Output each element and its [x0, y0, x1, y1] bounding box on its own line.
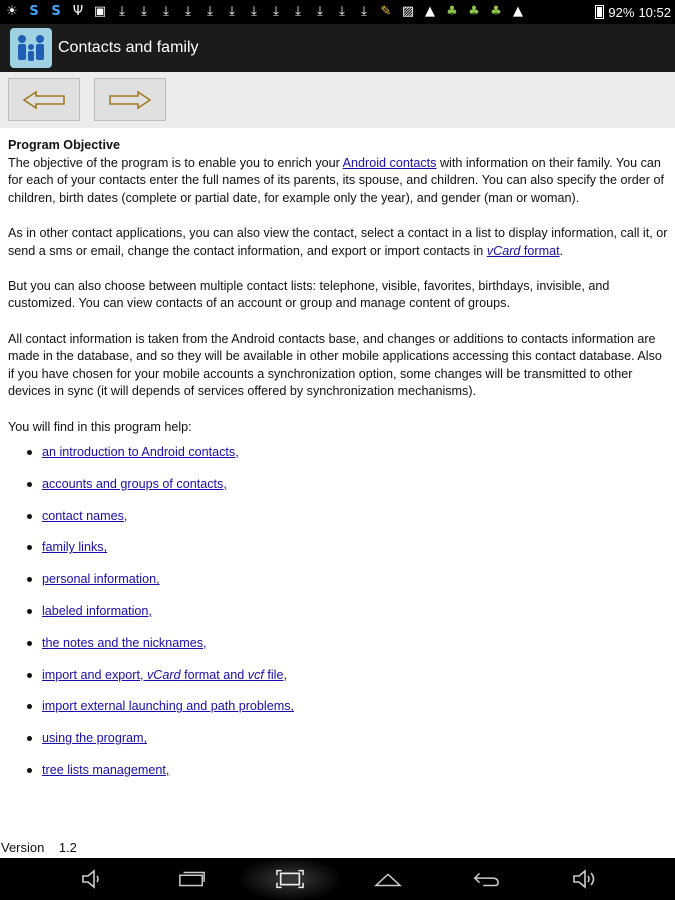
list-item	[8, 762, 668, 794]
screenshot-icon[interactable]	[276, 868, 304, 890]
back-button[interactable]	[8, 78, 80, 121]
usb-icon: Ψ	[72, 4, 84, 19]
link-italic-text: vcf	[247, 667, 264, 682]
toolbar	[0, 72, 675, 128]
list-item	[8, 476, 668, 508]
list-item	[8, 603, 668, 635]
help-link-tree-lists[interactable]: tree lists management	[42, 763, 166, 778]
list-item	[8, 539, 668, 571]
list-item	[8, 730, 668, 762]
link-suffix[interactable]: ,	[223, 476, 227, 491]
list-item	[8, 508, 668, 540]
link-text: format	[520, 243, 560, 258]
text: .	[559, 243, 564, 258]
warning-icon: ▲	[425, 4, 435, 19]
download-icon: ⤓	[361, 4, 367, 19]
download-icon: ⤓	[273, 4, 279, 19]
back-icon[interactable]	[472, 868, 500, 890]
status-right	[595, 5, 671, 20]
text: The objective of the program is to enable you to enrich your	[8, 155, 343, 170]
link-text: import and export,	[42, 667, 147, 682]
clock: 10:52	[638, 4, 671, 20]
paragraph-help-intro: You will find in this program help:	[8, 419, 192, 434]
link-text: format and	[180, 667, 248, 682]
link-italic-text: vCard	[147, 667, 181, 682]
text: with information on their family. You can for each of your contacts enter the full names of its parents, its spouse, and children. You can also specify the order of children, birth dates (complete or partial date, for example only the year), and gender (man or woman).	[8, 155, 664, 205]
left-arrow-icon	[22, 90, 66, 110]
android-icon: ♣	[446, 4, 458, 19]
vcard-format-link[interactable]	[487, 244, 560, 258]
help-content	[8, 137, 668, 794]
download-icon: ⤓	[317, 4, 323, 19]
link-suffix[interactable]: ,	[283, 667, 287, 682]
right-arrow-icon	[108, 90, 152, 110]
status-bar	[0, 0, 675, 24]
list-item	[8, 635, 668, 667]
paragraph-lists: But you can also choose between multiple contact lists: telephone, visible, favorites, birthdays, invisible, and customized. You can view contacts of an account or group and manage content of groups.	[8, 278, 610, 311]
download-icon: ⤓	[295, 4, 301, 19]
warning-icon: ▲	[513, 4, 523, 19]
help-link-using-program[interactable]: using the program	[42, 731, 144, 746]
android-contacts-link[interactable]: Android contacts	[342, 155, 437, 170]
notification-icons	[4, 4, 595, 20]
list-item	[8, 444, 668, 476]
image-icon: ▨	[401, 4, 415, 19]
android-icon: ♣	[468, 4, 480, 19]
download-icon: ⤓	[207, 4, 213, 19]
forward-button[interactable]	[94, 78, 166, 121]
link-suffix[interactable]: ,	[203, 635, 207, 650]
volume-down-icon[interactable]	[78, 868, 106, 890]
bug-icon: ☀	[6, 4, 18, 19]
link-suffix[interactable]: ,	[165, 763, 170, 778]
help-link-notes-nicknames[interactable]: the notes and the nicknames	[42, 635, 204, 650]
help-link-import-launching[interactable]: import external launching and path problems	[42, 699, 291, 714]
download-icon: ⤓	[229, 4, 235, 19]
paragraph-features	[8, 225, 668, 260]
volume-up-icon[interactable]	[570, 868, 598, 890]
paragraph-database: All contact information is taken from the Android contacts base, and changes or additions to contacts information are made in the database, and so they will be available in other mobile applications accessing this contact database. Also if you have chosen for your mobile accounts a synchronization option, some changes will be transmitted to other devices in sync (it will depends of services offered by synchronization mechanisms).	[8, 331, 662, 399]
link-suffix[interactable]: ,	[148, 604, 152, 619]
family-icon[interactable]	[10, 28, 52, 68]
list-item	[8, 698, 668, 730]
section-heading: Program Objective	[8, 138, 120, 152]
picture-icon: ▣	[93, 4, 107, 19]
link-suffix[interactable]: ,	[235, 445, 239, 460]
recents-icon[interactable]	[178, 868, 206, 890]
help-link-introduction[interactable]: an introduction to Android contacts	[42, 445, 236, 460]
download-icon: ⤓	[339, 4, 345, 19]
version-info	[1, 840, 77, 855]
battery-level: 92%	[608, 4, 635, 20]
help-topics-list	[8, 444, 668, 794]
link-suffix[interactable]: ,	[143, 731, 148, 746]
version-label: Version	[1, 840, 45, 855]
list-item	[8, 667, 668, 699]
help-link-labeled-info[interactable]: labeled information	[42, 604, 149, 619]
help-link-accounts-groups[interactable]: accounts and groups of contacts	[42, 476, 224, 491]
help-link-family-links[interactable]: family links	[42, 540, 104, 555]
action-bar	[0, 24, 675, 72]
help-link-import-export[interactable]	[42, 668, 284, 682]
link-suffix[interactable]: ,	[123, 508, 128, 523]
link-italic-text: vCard	[486, 243, 521, 258]
help-link-personal-info[interactable]: personal information	[42, 572, 157, 587]
text: As in other contact applications, you can also view the contact, select a contact in a list to display information, call it, or send a sms or email, change the contact information, and export or import contacts in	[8, 225, 668, 258]
home-icon[interactable]	[374, 868, 402, 890]
battery-icon	[595, 5, 604, 19]
version-value: 1.2	[58, 840, 77, 855]
download-icon: ⤓	[141, 4, 147, 19]
help-link-contact-names[interactable]: contact names	[42, 508, 124, 523]
list-item	[8, 571, 668, 603]
app-title: Contacts and family	[58, 39, 199, 56]
download-icon: ⤓	[251, 4, 257, 19]
link-suffix[interactable]: ,	[290, 699, 295, 714]
link-suffix[interactable]: ,	[103, 540, 108, 555]
edit-icon: ✎	[380, 4, 392, 19]
link-text: file	[263, 667, 284, 682]
android-icon: ♣	[490, 4, 502, 19]
sync-icon: S	[29, 4, 39, 19]
system-nav-bar	[0, 858, 675, 900]
paragraph-objective	[8, 155, 668, 208]
sync-icon: S	[51, 4, 61, 19]
download-icon: ⤓	[185, 4, 191, 19]
download-icon: ⤓	[163, 4, 169, 19]
download-icon: ⤓	[119, 4, 125, 19]
link-suffix[interactable]: ,	[156, 572, 160, 587]
